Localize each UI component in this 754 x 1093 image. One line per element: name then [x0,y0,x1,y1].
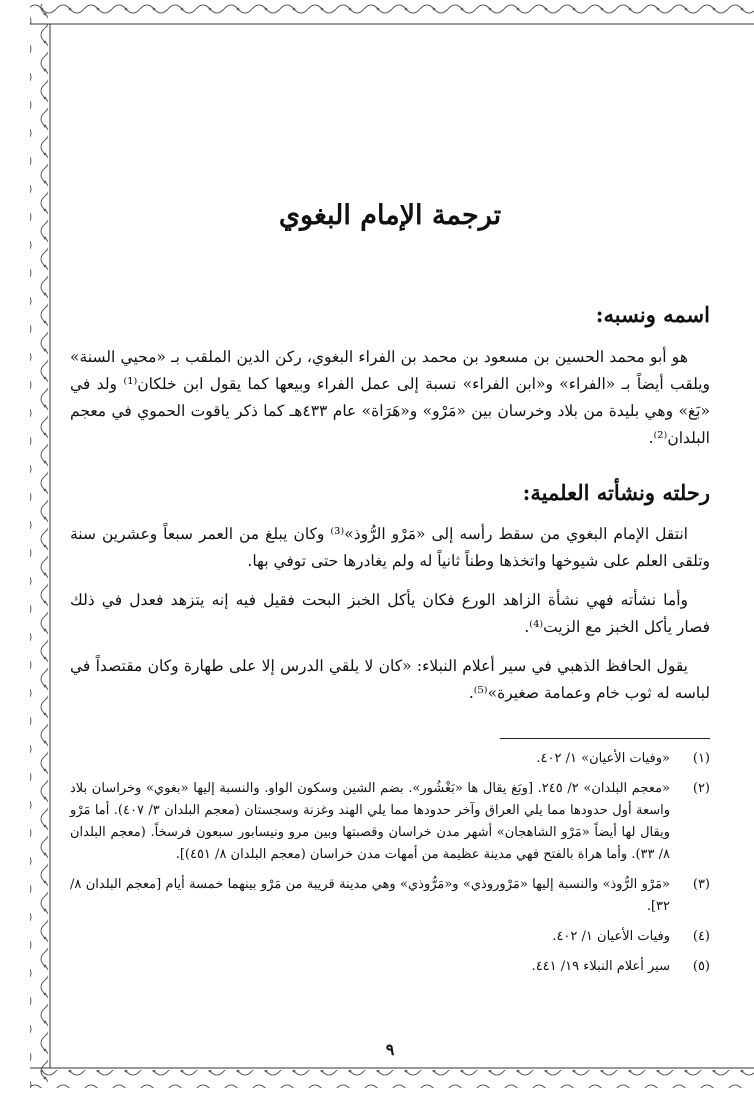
paragraph-name-lineage: هو أبو محمد الحسين بن مسعود بن محمد بن الفراء البغوي، ركن الدين الملقب بـ «محيي السنة» ويلقب أيضاً بـ «الفراء» و«ابن الفراء» نسبة إلى عمل الفراء وبيعها كما يقول ابن خلكان⁽¹⁾ ولد في «بَغ» وهي بليدة من بلاد وخرسان بين «مَرْو» و«هَرَاة» عام ٤٣٣هـ كما ذكر ياقوت الحموي في معجم البلدان⁽²⁾. [70,348,710,447]
footnote-item [70,874,710,918]
page-number: ٩ [385,1040,395,1059]
footnote-text: وفيات الأعيان ١/ ٤٠٢. [552,929,670,944]
book-page [70,0,710,1093]
footnote-text: سير أعلام النبلاء ١٩/ ٤٤١. [531,959,670,974]
paragraph-journey: انتقل الإمام البغوي من سقط رأسه إلى «مَرْو الرُّوذ»⁽³⁾ وكان يبلغ من العمر سبعاً وعشرين سنة وتلقى العلم على شيوخها واتخذها وطناً ثانياً له ولم يغادرها حتى توفي بها. [70,525,710,570]
footnote-number: (٤) [692,929,710,944]
footnote-item [70,748,710,770]
footnote-separator [500,738,710,739]
page-title: ترجمة الإمام البغوي [278,200,502,231]
footnotes-list [70,748,710,986]
footnote-text: «مَرْو الرُّوذ» والنسبة إليها «مَرْوروذي» و«مَرُّوذي» وهي مدينة قريبة من مَرْو بينهما خمسة أيام [معجم البلدان ٨/ ٣٢]. [70,877,670,914]
footnote-number: (٣) [692,877,710,892]
footnote-text: «معجم البلدان» ٢/ ٢٤٥. [وبَغ يقال ها «بَغْشُور». بضم الشين وسكون الواو. والنسبة إليها «بغوي» وخراسان بلاد واسعة أول حدودها مما يلي العراق وآخر حدودها مما يلي الهند وغزنة وسجستان (معجم البلدان ٣/ ٤٠٧). أما مَرْو ويقال لها أيضاً «مَرْو الشاهجان» أشهر مدن خراسان وقصبتها وبين مرو ونيسابور سبعون فرسخاً. (معجم البلدان ٨/ ٣٣). وأما هراة بالفتح فهي مدينة عظيمة من أمهات مدن خراسان (معجم البلدان ٨/ ٤٥١)]. [70,781,671,862]
paragraph-dhahabi-quote: يقول الحافظ الذهبي في سير أعلام النبلاء: «كان لا يلقي الدرس إلا على طهارة وكان مقتصداً في لباسه له ثوب خام وعمامة صغيرة»⁽⁵⁾. [70,657,710,702]
footnote-item [70,926,710,948]
footnote-number: (١) [692,751,710,766]
footnote-item [70,956,710,978]
section-heading-journey-upbringing: رحلته ونشأته العلمية: [522,480,710,505]
footnote-number: (٥) [692,959,710,974]
section-heading-name-lineage: اسمه ونسبه: [595,302,710,327]
paragraph-upbringing: وأما نشأته فهي نشأة الزاهد الورع فكان يأكل الخبز البحت فقيل فيه إنه يتزهد فعدل في ذلك فصار يأكل الخبز مع الزيت⁽⁴⁾. [70,591,710,636]
footnote-text: «وفيات الأعيان» ١/ ٤٠٢. [536,751,670,766]
footnote-number: (٢) [692,781,710,796]
footnote-item [70,778,710,866]
